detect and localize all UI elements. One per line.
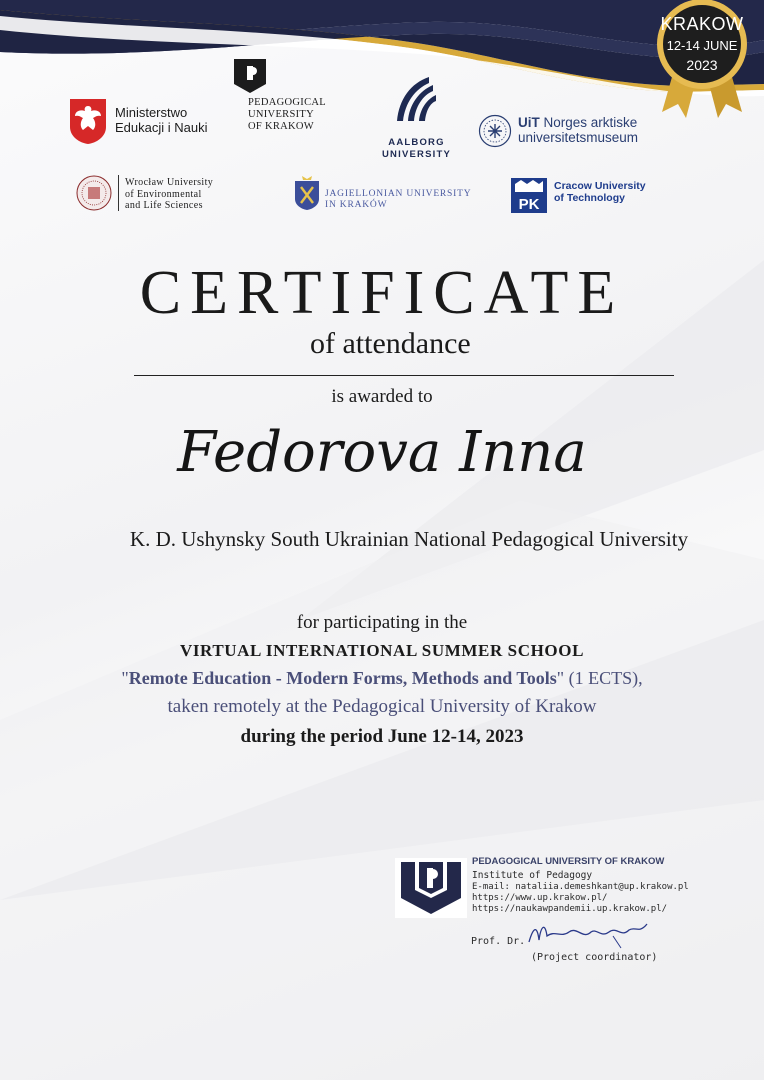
pedagogical-line-1: PEDAGOGICAL [248, 97, 326, 108]
awarded-text: is awarded to [331, 386, 433, 407]
krakow-badge [652, 0, 752, 118]
footer-prof-title: Prof. Dr. [471, 936, 526, 947]
uit-brand: UiT [518, 115, 540, 130]
footer-coordinator: (Project coordinator) [531, 952, 658, 963]
wroclaw-line-2: of Environmental [125, 188, 202, 200]
course-ects: " (1 ECTS), [556, 668, 643, 688]
ministry-line-2: Edukacji i Nauki [115, 119, 208, 135]
badge-city: KRAKOW [660, 14, 744, 34]
jagiellonian-line-1: JAGIELLONIAN UNIVERSITY [325, 189, 472, 199]
certificate-title: CERTIFICATE [139, 259, 625, 327]
polish-eagle-icon [68, 97, 108, 145]
certificate-subtitle: of attendance [310, 327, 471, 360]
pedagogical-university-icon [233, 58, 267, 94]
wroclaw-divider [118, 175, 119, 211]
footer-email: E-mail: nataliia.demeshkant@up.krakow.pl [472, 882, 689, 892]
wroclaw-logo-text [125, 177, 213, 212]
period-text: during the period June 12-14, 2023 [240, 726, 524, 747]
course-open-quote: " [121, 668, 129, 688]
footer-website-link[interactable]: https://www.up.krakow.pl/ [472, 893, 608, 903]
aalborg-line-2: UNIVERSITY [382, 148, 452, 160]
school-name: VIRTUAL INTERNATIONAL SUMMER SCHOOL [179, 641, 585, 660]
pk-mark: PK [518, 196, 540, 213]
uit-logo-text [518, 115, 638, 145]
jagiellonian-crest-icon [294, 175, 320, 211]
pedagogical-logo-text [248, 97, 326, 132]
recipient-affiliation: K. D. Ushynsky South Ukrainian National Pedagogical University [129, 527, 689, 551]
footer-project-website-link[interactable]: https://naukawpandemii.up.krakow.pl/ [472, 904, 668, 914]
cracow-logo-text [554, 181, 646, 205]
badge-dates: 12-14 JUNE [666, 38, 738, 53]
aalborg-wave-icon [393, 75, 439, 125]
course-line [0, 668, 764, 689]
participating-text: for participating in the [296, 612, 468, 633]
taken-remotely-text: taken remotely at the Pedagogical University of Krakow [167, 696, 597, 717]
handwritten-signature [525, 918, 655, 952]
course-name: Remote Education - Modern Forms, Methods and Tools [128, 668, 557, 688]
uit-seal-icon [478, 114, 512, 148]
aalborg-logo-text [382, 137, 451, 161]
badge-year: 2023 [686, 57, 718, 73]
footer-institute: Institute of Pedagogy [472, 870, 593, 881]
wroclaw-seal-icon [76, 175, 112, 211]
jagiellonian-logo-text [325, 189, 471, 210]
uit-line-1: Norges arktiske [539, 115, 638, 130]
header-wave-decoration [0, 0, 764, 110]
cracow-pk-icon [511, 178, 547, 213]
wroclaw-line-1: Wrocław University [125, 177, 214, 188]
recipient-name: Fedorova Inna [177, 420, 587, 485]
ministry-line-1: Ministerstwo [115, 105, 188, 120]
cracow-line-1: Cracow University [554, 180, 646, 192]
footer-university: PEDAGOGICAL UNIVERSITY OF KRAKOW [472, 856, 665, 867]
title-divider [134, 375, 674, 376]
pedagogical-line-3: OF KRAKOW [248, 120, 314, 132]
pedagogical-line-2: UNIVERSITY [248, 108, 314, 120]
pedagogical-university-footer-icon [395, 858, 467, 918]
ministry-logo-text [115, 106, 208, 135]
wroclaw-line-3: and Life Sciences [125, 200, 203, 211]
uit-line-2: universitetsmuseum [518, 130, 639, 146]
jagiellonian-line-2: IN KRAKÓW [325, 199, 388, 210]
cracow-line-2: of Technology [554, 191, 625, 204]
aalborg-line-1: AALBORG [388, 137, 445, 148]
